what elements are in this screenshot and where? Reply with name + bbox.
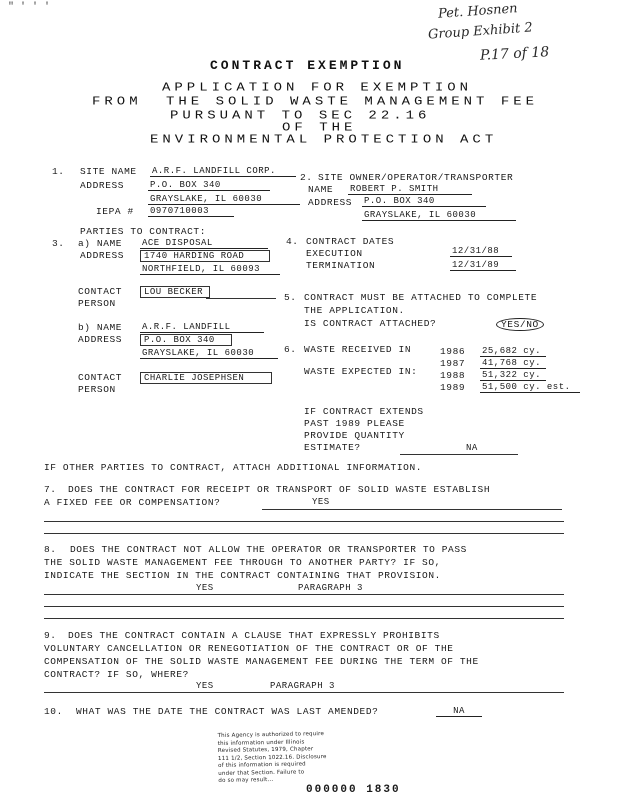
contract-attached-answer[interactable]: YES/NO [496, 318, 544, 331]
q9-section[interactable]: PARAGRAPH 3 [270, 681, 335, 691]
party-a-contact-field[interactable]: LOU BECKER [140, 286, 210, 298]
q8-section[interactable]: PARAGRAPH 3 [298, 583, 363, 593]
handwritten-petitioner-note: Pet. Hosnen [437, 1, 519, 22]
execution-date-field[interactable]: 12/31/88 [450, 246, 512, 257]
termination-date-field[interactable]: 12/31/89 [450, 260, 516, 271]
waste-amount-1987[interactable]: 41,768 cy. [480, 358, 546, 369]
q8-number: 8. [44, 544, 57, 555]
q7-blank-line-2 [44, 533, 564, 534]
party-b-contact-field[interactable]: CHARLIE JOSEPHSEN [140, 372, 272, 384]
party-a-contact-underline [206, 298, 276, 299]
party-b-name-field[interactable]: A.R.F. LANDFILL [140, 322, 264, 333]
party-a-address-line-2[interactable]: NORTHFIELD, IL 60093 [140, 264, 280, 275]
waste-amount-1988[interactable]: 51,322 cy. [480, 370, 546, 381]
q8-answer-line [44, 594, 564, 595]
owner-heading: SITE OWNER/OPERATOR/TRANSPORTER [318, 172, 514, 183]
fine-print-line: This Agency is authorized to require [217, 731, 325, 739]
party-a-address-line-1[interactable]: 1740 HARDING ROAD [140, 250, 270, 262]
section-4-number: 4. [286, 236, 299, 247]
party-b-contact-label: CONTACT [78, 372, 123, 383]
owner-address-line-2[interactable]: GRAYSLAKE, IL 60030 [362, 210, 516, 221]
q10-answer[interactable]: NA [436, 706, 482, 717]
q7-line-1: DOES THE CONTRACT FOR RECEIPT OR TRANSPORT OF SOLID WASTE ESTABLISH [68, 484, 491, 495]
site-address-label: ADDRESS [80, 180, 125, 191]
waste-amount-1989[interactable]: 51,500 cy. est. [480, 382, 580, 393]
owner-address-label: ADDRESS [308, 197, 353, 208]
fine-print-line: do so may result... [218, 776, 274, 784]
q9-line-4: CONTRACT? IF SO, WHERE? [44, 669, 189, 680]
owner-name-label: NAME [308, 184, 334, 195]
q9-answer-line [44, 692, 564, 693]
form-title: CONTRACT EXEMPTION [210, 58, 405, 73]
heading-line-1: APPLICATION FOR EXEMPTION [162, 81, 473, 95]
q10-number: 10. [44, 706, 63, 717]
extends-answer-underline [400, 454, 518, 455]
fine-print-line: 111 1/2, Section 1022.16. Disclosure [217, 753, 327, 762]
waste-year-1987: 1987 [440, 358, 466, 369]
site-address-line-2[interactable]: GRAYSLAKE, IL 60030 [148, 194, 300, 205]
site-name-label: SITE NAME [80, 166, 137, 177]
other-parties-note: IF OTHER PARTIES TO CONTRACT, ATTACH ADDITIONAL INFORMATION. [44, 462, 423, 473]
heading-line-5: ENVIRONMENTAL PROTECTION ACT [150, 133, 498, 147]
extends-line-2: PAST 1989 PLEASE [304, 418, 405, 429]
document-number: 000000 1830 [306, 784, 401, 796]
party-a-name-field[interactable]: ACE DISPOSAL [140, 238, 268, 249]
q10-question: WHAT WAS THE DATE THE CONTRACT WAS LAST AMENDED? [76, 706, 379, 717]
waste-year-1988: 1988 [440, 370, 466, 381]
q7-answer-line [262, 509, 562, 510]
party-b-name-label: b) NAME [78, 322, 123, 333]
q8-blank-line-1 [44, 606, 564, 607]
contract-attached-question: IS CONTRACT ATTACHED? [304, 318, 437, 329]
q9-line-1: DOES THE CONTRACT CONTAIN A CLAUSE THAT EXPRESSLY PROHIBITS [68, 630, 440, 641]
waste-year-1989: 1989 [440, 382, 466, 393]
fine-print-line: of this information is required [218, 761, 306, 769]
iepa-label: IEPA # [96, 206, 134, 217]
contract-dates-heading: CONTRACT DATES [306, 236, 395, 247]
party-b-address-label: ADDRESS [78, 334, 123, 345]
q9-line-3: COMPENSATION OF THE SOLID WASTE MANAGEMENT FEE DURING THE TERM OF THE [44, 656, 479, 667]
heading-line-3: PURSUANT TO SEC 22.16 [170, 109, 431, 123]
q8-line-3: INDICATE THE SECTION IN THE CONTRACT CONTAINING THAT PROVISION. [44, 570, 441, 581]
extends-line-3: PROVIDE QUANTITY [304, 430, 405, 441]
q8-line-2: THE SOLID WASTE MANAGEMENT FEE THROUGH TO ANOTHER PARTY? IF SO, [44, 557, 441, 568]
extends-line-1: IF CONTRACT EXTENDS [304, 406, 424, 417]
party-a-address-label: ADDRESS [80, 250, 125, 261]
stray-marks: " ' ' ' [8, 2, 51, 13]
q9-number: 9. [44, 630, 57, 641]
party-a-name-label: a) NAME [78, 238, 123, 249]
extends-answer[interactable]: NA [466, 443, 478, 453]
q7-blank-line-1 [44, 521, 564, 522]
parties-heading: PARTIES TO CONTRACT: [80, 226, 207, 237]
fine-print-line: this information under Illinois [217, 738, 305, 747]
section-2-number: 2. [300, 172, 313, 183]
section-1-number: 1. [52, 166, 65, 177]
execution-label: EXECUTION [306, 248, 363, 259]
iepa-number-field[interactable]: 0970710003 [148, 206, 234, 217]
waste-year-1986: 1986 [440, 346, 466, 357]
fine-print-line: under that Section. Failure to [218, 768, 305, 777]
extends-line-4: ESTIMATE? [304, 442, 361, 453]
waste-expected-label: WASTE EXPECTED IN: [304, 366, 418, 377]
q7-line-2: A FIXED FEE OR COMPENSATION? [44, 497, 221, 508]
fine-print-line: Revised Statutes, 1979, Chapter [217, 746, 314, 754]
q8-line-1: DOES THE CONTRACT NOT ALLOW THE OPERATOR OR TRANSPORTER TO PASS [70, 544, 467, 555]
waste-received-label: WASTE RECEIVED IN [304, 344, 412, 355]
party-b-address-line-2[interactable]: GRAYSLAKE, IL 60030 [140, 348, 278, 359]
site-name-field[interactable]: A.R.F. LANDFILL CORP. [150, 166, 296, 177]
q9-line-2: VOLUNTARY CANCELLATION OR RENEGOTIATION OF THE CONTRACT OR OF THE [44, 643, 454, 654]
attach-instruction-line-2: THE APPLICATION. [304, 305, 405, 316]
waste-amount-1986[interactable]: 25,682 cy. [480, 346, 546, 357]
q7-number: 7. [44, 484, 57, 495]
q8-blank-line-2 [44, 618, 564, 619]
owner-name-field[interactable]: ROBERT P. SMITH [348, 184, 472, 195]
section-6-number: 6. [284, 344, 297, 355]
site-address-line-1[interactable]: P.O. BOX 340 [148, 180, 270, 191]
handwritten-page-ref: P.17 of 18 [479, 44, 550, 64]
termination-label: TERMINATION [306, 260, 376, 271]
party-b-person-label: PERSON [78, 384, 116, 395]
q8-answer[interactable]: YES [196, 583, 214, 593]
fine-print [218, 731, 328, 785]
q7-answer[interactable]: YES [312, 497, 330, 507]
party-a-contact-label: CONTACT [78, 286, 123, 297]
handwritten-exhibit-note: Group Exhibit 2 [427, 20, 534, 43]
party-b-address-line-1[interactable]: P.O. BOX 340 [140, 334, 232, 346]
attach-instruction-line-1: CONTRACT MUST BE ATTACHED TO COMPLETE [304, 292, 538, 303]
section-3-number: 3. [52, 238, 65, 249]
party-a-person-label: PERSON [78, 298, 116, 309]
heading-line-2-right: THE SOLID WASTE MANAGEMENT FEE [166, 95, 539, 109]
q9-answer[interactable]: YES [196, 681, 214, 691]
owner-address-line-1[interactable]: P.O. BOX 340 [362, 196, 486, 207]
heading-line-4: OF THE [282, 121, 357, 135]
section-5-number: 5. [284, 292, 297, 303]
heading-line-2-left: FROM [92, 95, 142, 109]
